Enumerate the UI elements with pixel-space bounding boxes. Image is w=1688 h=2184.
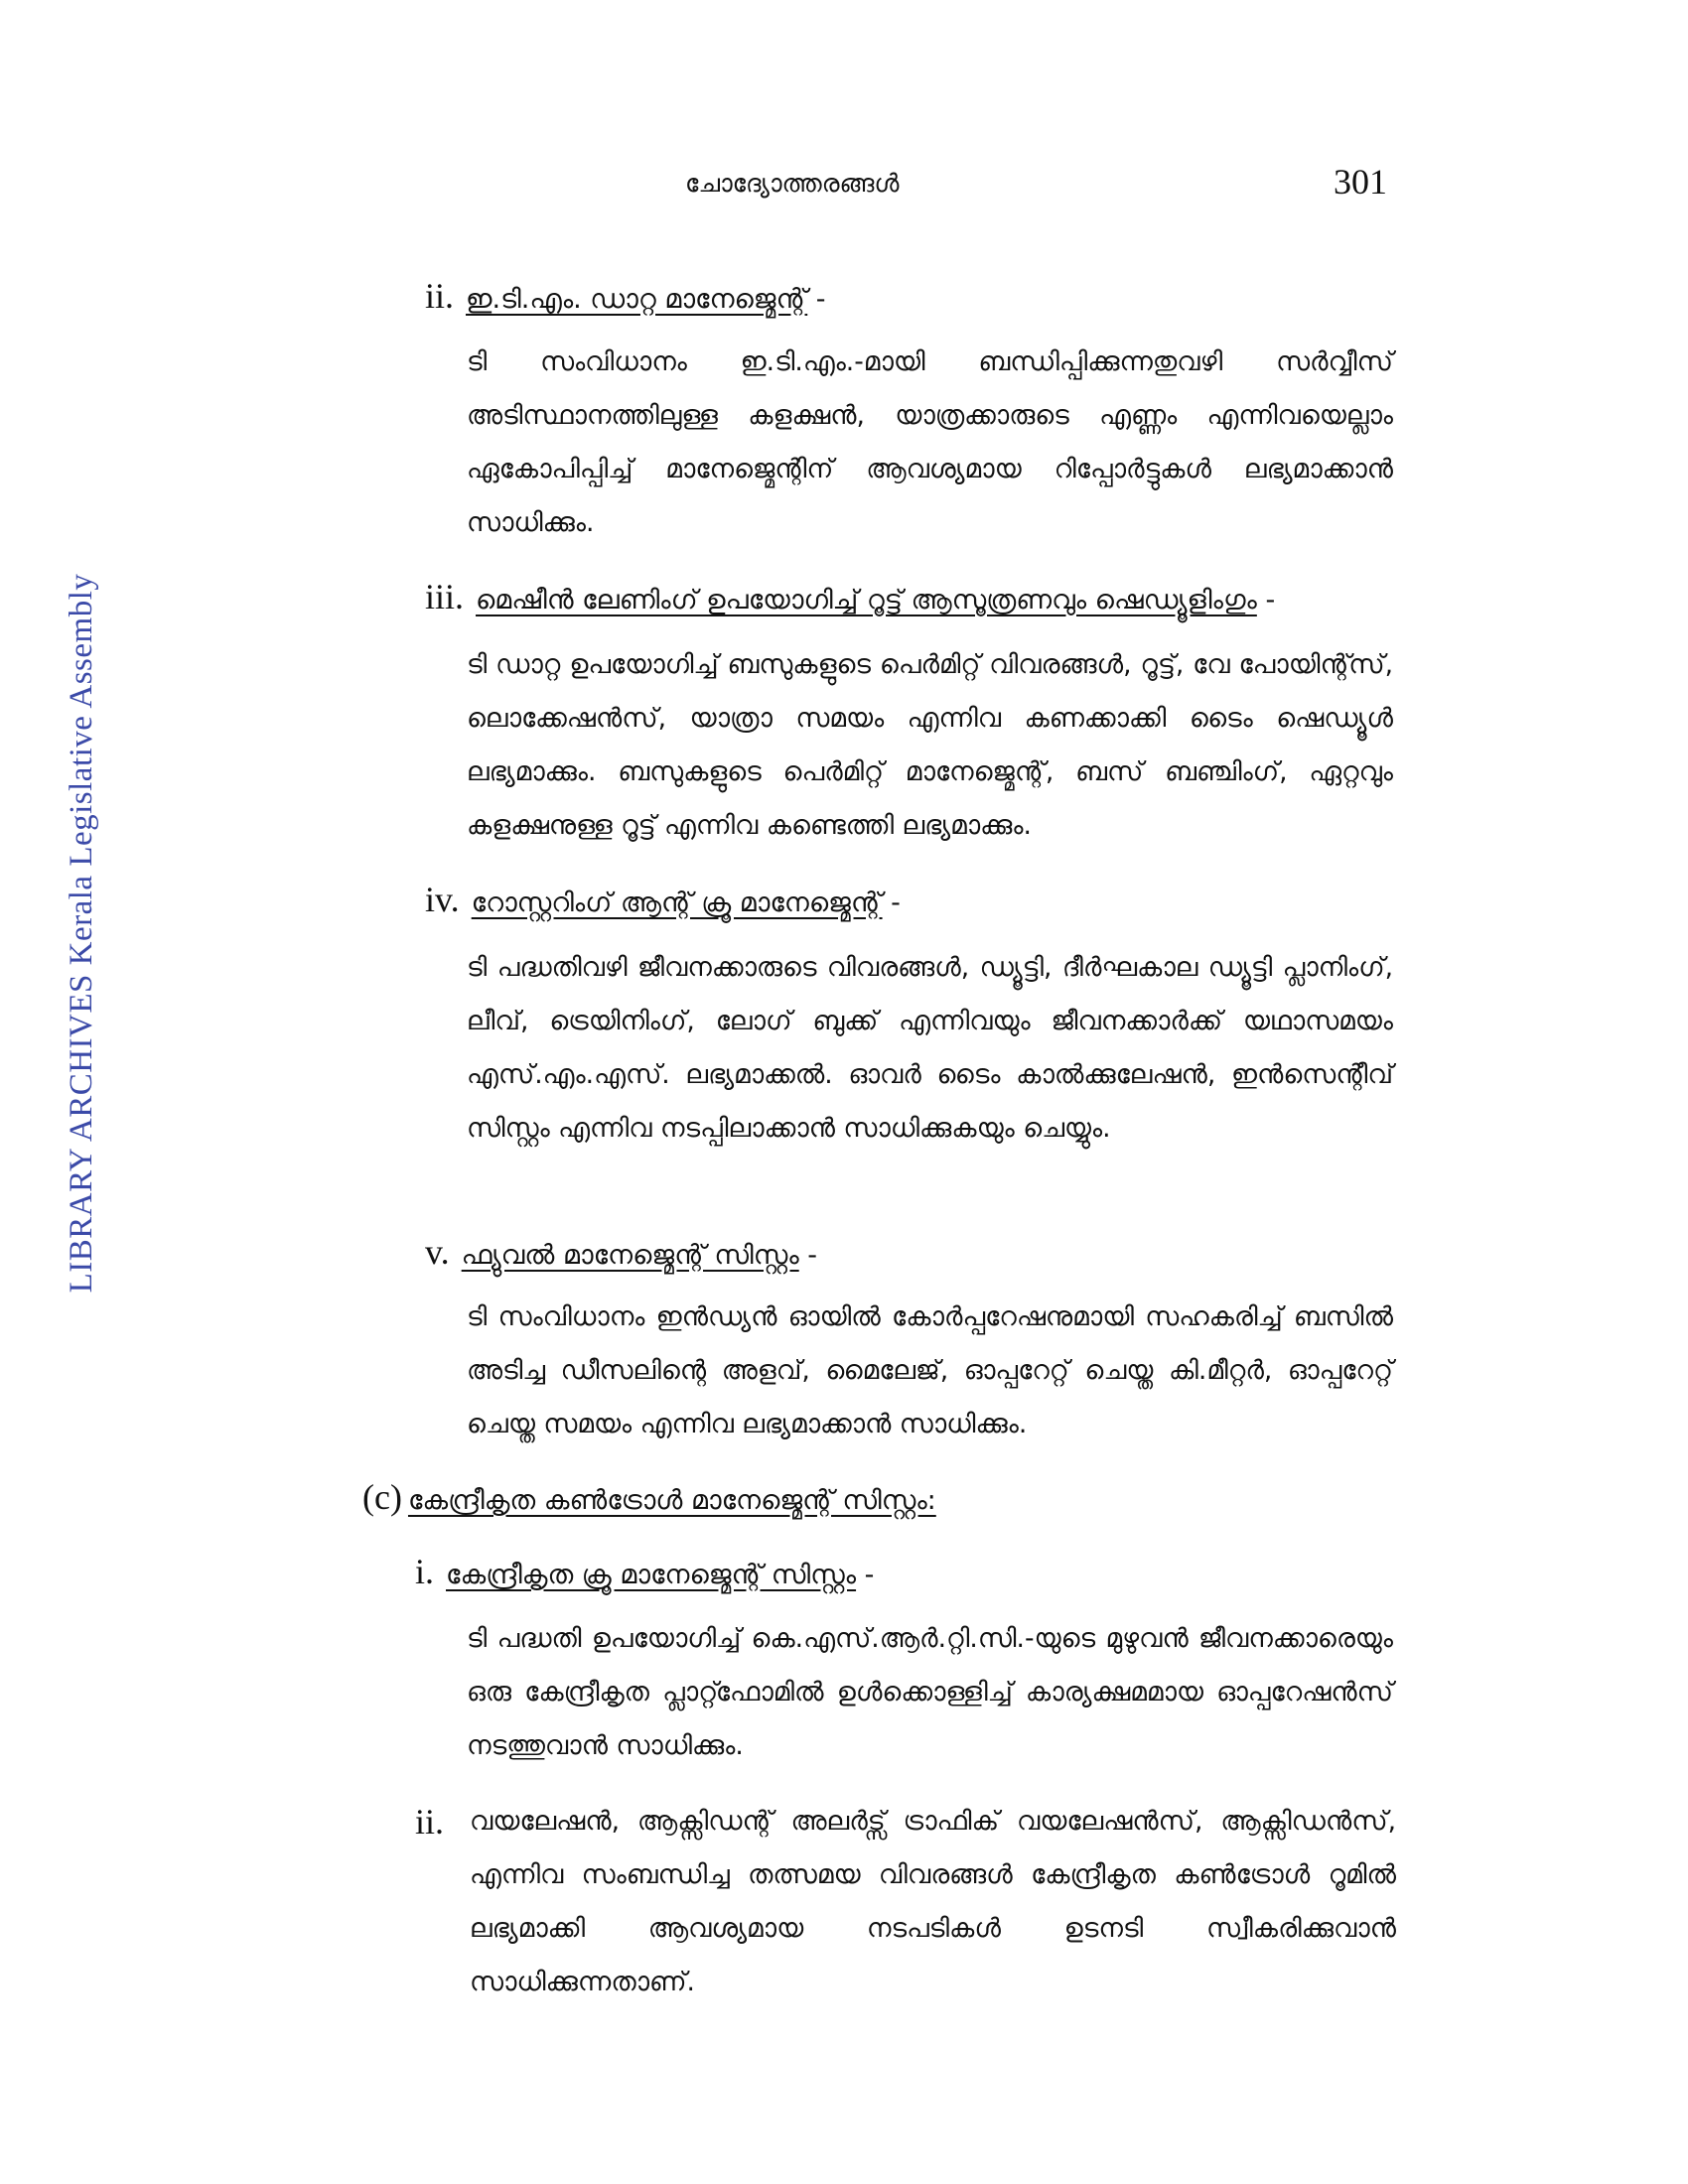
section-number: ii. [425, 276, 455, 316]
section-body-iv: ടി പദ്ധതിവഴി ജീവനക്കാരുടെ വിവരങ്ങൾ, ഡ്യൂട്ടി, ദീർഘകാല ഡ്യൂട്ടി പ്ലാനിംഗ്, ലീവ്, ട്രെയിനിംഗ്, ലോഗ് ബുക്ക് എന്നിവയും ജീവനക്കാർക്ക് യഥാസമയം എസ്.എം.എസ്. ലഭ്യമാക്കൽ. ഓവർ ടൈം കാൽക്കുലേഷൻ, ഇൻസെന്റീവ് സിസ്റ്റം എന്നിവ നടപ്പിലാക്കാൻ സാധിക്കുകയും ചെയ്യും. [467, 952, 1393, 1144]
section-body-c-i: ടി പദ്ധതി ഉപയോഗിച്ച് കെ.എസ്.ആർ.റ്റി.സി.-യുടെ മുഴുവൻ ജീവനക്കാരെയും ഒരു കേന്ദ്രീകൃത പ്ലാറ്റ്ഫോമിൽ ഉൾക്കൊള്ളിച്ച് കാര്യക്ഷമമായ ഓപ്പറേഷൻസ് നടത്തുവാൻ സാധിക്കും. [467, 1623, 1393, 1761]
section-number: ii. [415, 1802, 445, 1842]
page-number: 301 [1334, 162, 1387, 202]
section-heading-c [362, 1476, 936, 1518]
section-dash: - [882, 887, 901, 918]
section-number: i. [415, 1552, 435, 1591]
section-number: (c) [362, 1477, 402, 1517]
section-number: iv. [425, 880, 460, 919]
section-dash: - [1256, 585, 1276, 615]
section-heading-iv [425, 879, 901, 920]
section-dash: - [798, 1240, 818, 1271]
running-head: ചോദ്യോത്തരങ്ങൾ [685, 169, 900, 198]
section-body-ii: ടി സംവിധാനം ഇ.ടി.എം.-മായി ബന്ധിപ്പിക്കുന്നതുവഴി സർവ്വീസ് അടിസ്ഥാനത്തിലുള്ള കളക്ഷൻ, യാത്രക്കാരുടെ എണ്ണം എന്നിവയെല്ലാം ഏകോപിപ്പിച്ച് മാനേജ്മെന്റിന് ആവശ്യമായ റിപ്പോർട്ടുകൾ ലഭ്യമാക്കാൻ സാധിക്കും. [467, 346, 1393, 538]
section-heading-iii [425, 576, 1275, 617]
section-number: v. [425, 1232, 450, 1272]
section-title: കേന്ദ്രീകൃത ക്രൂ മാനേജ്മെന്റ് സിസ്റ്റം [446, 1560, 857, 1590]
section-dash: - [807, 284, 826, 315]
section-heading-c-i [415, 1551, 874, 1592]
section-dash: - [856, 1560, 875, 1590]
section-title: ഫ്യുവൽ മാനേജ്മെന്റ് സിസ്റ്റം [461, 1240, 799, 1271]
section-title: ഇ.ടി.എം. ഡാറ്റ മാനേജ്മെന്റ് [466, 284, 808, 315]
section-body-c-ii: വയലേഷൻ, ആക്സിഡന്റ് അലർട്സ് ട്രാഫിക് വയലേഷൻസ്, ആക്സിഡൻസ്, എന്നിവ സംബന്ധിച്ച തത്സമയ വിവരങ്ങൾ കേന്ദ്രീകൃത കൺട്രോൾ റൂമിൽ ലഭ്യമാക്കി ആവശ്യമായ നടപടികൾ ഉടനടി സ്വീകരിക്കുവാൻ സാധിക്കുന്നതാണ്. [470, 1806, 1396, 1997]
section-number: iii. [425, 577, 465, 616]
section-heading-ii [425, 275, 826, 317]
section-body-iii: ടി ഡാറ്റ ഉപയോഗിച്ച് ബസുകളുടെ പെർമിറ്റ് വിവരങ്ങൾ, റൂട്ട്, വേ പോയിന്റ്സ്, ലൊക്കേഷൻസ്, യാത്രാ സമയം എന്നിവ കണക്കാക്കി ടൈം ഷെഡ്യൂൾ ലഭ്യമാക്കും. ബസുകളുടെ പെർമിറ്റ് മാനേജ്മെന്റ്, ബസ് ബഞ്ചിംഗ്, ഏറ്റവും കളക്ഷനുള്ള റൂട്ട് എന്നിവ കണ്ടെത്തി ലഭ്യമാക്കും. [467, 649, 1393, 841]
section-title: കേന്ദ്രീകൃത കൺട്രോൾ മാനേജ്മെന്റ് സിസ്റ്റം: [407, 1485, 936, 1516]
archive-watermark: LIBRARY ARCHIVES Kerala Legislative Assembly [64, 573, 99, 1294]
section-heading-v [425, 1231, 817, 1273]
section-title: മെഷീൻ ലേണിംഗ് ഉപയോഗിച്ച് റൂട്ട് ആസൂത്രണവും ഷെഡ്യൂളിംഗും [476, 585, 1257, 615]
section-title: റോസ്റ്ററിംഗ് ആന്റ് ക്രൂ മാനേജ്മെന്റ് [471, 887, 883, 918]
section-body-v: ടി സംവിധാനം ഇൻഡ്യൻ ഓയിൽ കോർപ്പറേഷനുമായി സഹകരിച്ച് ബസിൽ അടിച്ച ഡീസലിന്റെ അളവ്, മൈലേജ്, ഓപ്പറേറ്റ് ചെയ്ത കി.മീറ്റർ, ഓപ്പറേറ്റ് ചെയ്ത സമയം എന്നിവ ലഭ്യമാക്കാൻ സാധിക്കും. [467, 1301, 1393, 1439]
